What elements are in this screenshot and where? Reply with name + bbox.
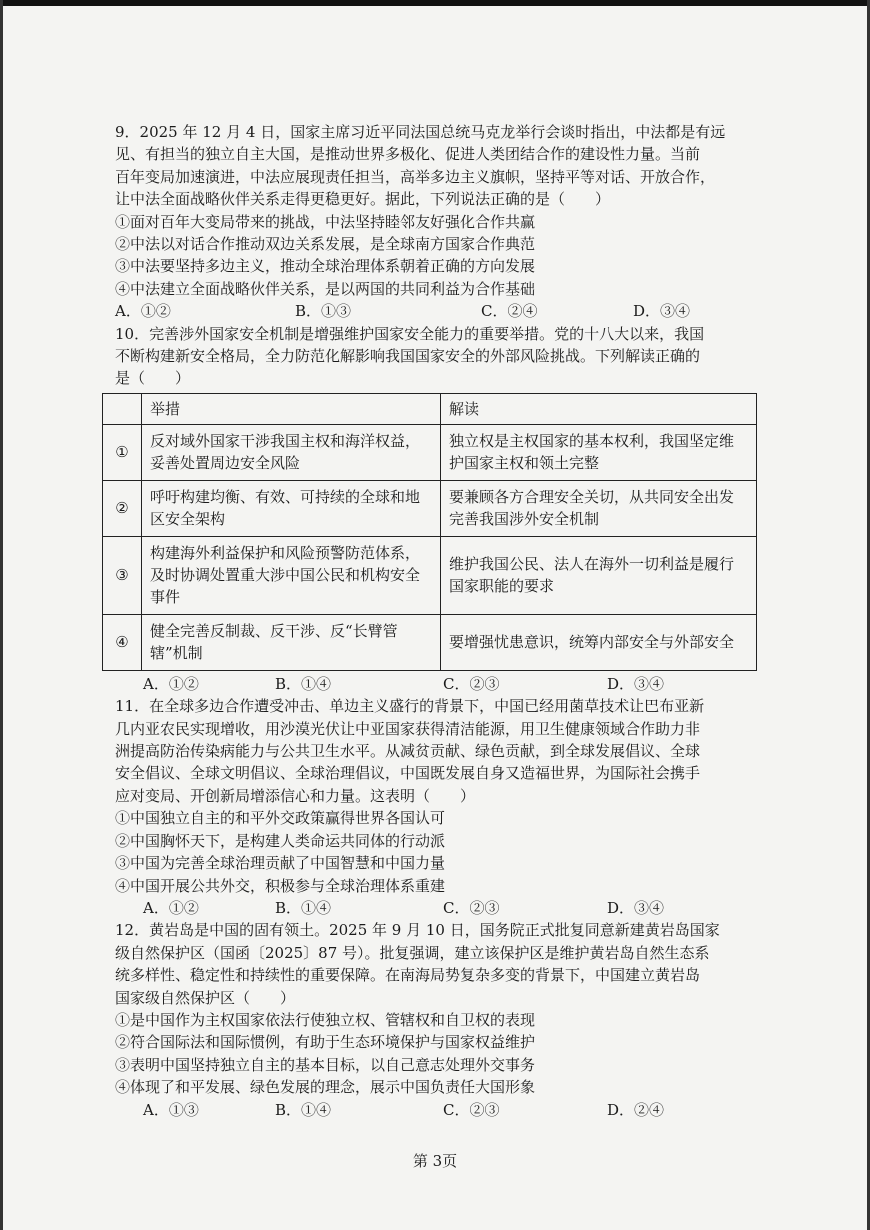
question-12-stem xyxy=(115,919,775,1009)
question-11-stem xyxy=(115,695,775,807)
question-11-options xyxy=(115,897,775,919)
page-number: 第 3页 xyxy=(412,1152,458,1170)
table-header-cell xyxy=(103,393,142,424)
option-a[interactable]: A．①② xyxy=(143,898,199,917)
question-10 xyxy=(115,323,775,696)
reading-cell: 要增强忧患意识，统筹内部安全与外部安全 xyxy=(441,614,757,670)
stem-line: 洲提高防治传染病能力与公共卫生水平。从减贫贡献、绿色贡献，到全球发展倡议、全球 xyxy=(115,742,701,761)
table-row xyxy=(103,480,757,536)
row-number: ④ xyxy=(103,614,142,670)
question-9 xyxy=(115,121,775,323)
stem-line: 10．完善涉外国家安全机制是增强维护国家安全能力的重要举措。党的十八大以来，我国 xyxy=(115,324,705,343)
table-row xyxy=(103,424,757,480)
question-11 xyxy=(115,695,775,919)
measure-cell: 健全完善反制裁、反干涉、反“长臂管辖”机制 xyxy=(142,614,441,670)
option-c[interactable]: C．②③ xyxy=(443,1100,500,1119)
option-b[interactable]: B．①④ xyxy=(275,1100,332,1119)
statement-2: ②中国胸怀天下，是构建人类命运共同体的行动派 xyxy=(115,831,446,850)
table-row xyxy=(103,536,757,614)
page-edge-left xyxy=(0,0,3,1230)
stem-line: 安全倡议、全球文明倡议、全球治理倡议，中国既发展自身又造福世界，为国际社会携手 xyxy=(115,764,701,783)
stem-line: 9．2025 年 12 月 4 日，国家主席习近平同法国总统马克龙举行会谈时指出，中法都是有远 xyxy=(115,123,726,141)
option-a[interactable]: A．①② xyxy=(115,302,171,321)
stem-line: 级自然保护区（国函〔2025〕87 号）。批复强调，建立该保护区是维护黄岩岛自然生态系 xyxy=(115,943,710,962)
stem-line: 让中法全面战略伙伴关系走得更稳更好。据此，下列说法正确的是（ ） xyxy=(115,190,611,209)
measure-cell: 反对域外国家干涉我国主权和海洋权益，妥善处置周边安全风险 xyxy=(142,424,441,480)
statement-4: ④中国开展公共外交，积极参与全球治理体系重建 xyxy=(115,876,446,895)
table-row xyxy=(103,614,757,670)
option-b[interactable]: B．①④ xyxy=(275,674,332,693)
option-b[interactable]: B．①③ xyxy=(295,302,352,321)
row-number: ② xyxy=(103,480,142,536)
option-d[interactable]: D．③④ xyxy=(633,302,691,321)
stem-line: 见、有担当的独立自主大国，是推动世界多极化、促进人类团结合作的建设性力量。当前 xyxy=(115,145,701,164)
stem-line: 12．黄岩岛是中国的固有领土。2025 年 9 月 10 日，国务院正式批复同意新建黄岩岛国家 xyxy=(115,921,720,940)
statement-2: ②符合国际法和国际惯例，有助于生态环境保护与国家权益维护 xyxy=(115,1033,536,1052)
question-9-stem xyxy=(115,121,775,211)
row-number: ③ xyxy=(103,536,142,614)
statement-2: ②中法以对话合作推动双边关系发展，是全球南方国家合作典范 xyxy=(115,235,536,254)
measure-cell: 呼吁构建均衡、有效、可持续的全球和地区安全架构 xyxy=(142,480,441,536)
statement-3: ③中国为完善全球治理贡献了中国智慧和中国力量 xyxy=(115,854,446,873)
question-10-stem xyxy=(115,323,775,390)
question-12-options xyxy=(115,1099,775,1121)
statement-4: ④体现了和平发展、绿色发展的理念，展示中国负责任大国形象 xyxy=(115,1078,536,1097)
reading-cell: 独立权是主权国家的基本权利，我国坚定维护国家主权和领土完整 xyxy=(441,424,757,480)
question-10-options xyxy=(115,673,775,695)
table-header-row xyxy=(103,393,757,424)
option-d[interactable]: D．③④ xyxy=(607,674,665,693)
reading-cell: 维护我国公民、法人在海外一切利益是履行国家职能的要求 xyxy=(441,536,757,614)
question-9-options xyxy=(115,300,775,322)
exam-content xyxy=(115,121,775,1121)
statement-3: ③中法要坚持多边主义，推动全球治理体系朝着正确的方向发展 xyxy=(115,257,536,276)
stem-line: 统多样性、稳定性和持续性的重要保障。在南海局势复杂多变的背景下，中国建立黄岩岛 xyxy=(115,966,701,985)
stem-line: 国家级自然保护区（ ） xyxy=(115,988,296,1007)
statement-1: ①中国独立自主的和平外交政策赢得世界各国认可 xyxy=(115,809,446,828)
row-number: ① xyxy=(103,424,142,480)
option-c[interactable]: C．②④ xyxy=(481,302,538,321)
table-header-cell: 解读 xyxy=(441,393,757,424)
option-c[interactable]: C．②③ xyxy=(443,674,500,693)
option-b[interactable]: B．①④ xyxy=(275,898,332,917)
option-d[interactable]: D．②④ xyxy=(607,1100,665,1119)
option-c[interactable]: C．②③ xyxy=(443,898,500,917)
stem-line: 几内亚农民实现增收，用沙漠光伏让中亚国家获得清洁能源，用卫生健康领域合作助力非 xyxy=(115,719,701,738)
option-d[interactable]: D．③④ xyxy=(607,898,665,917)
stem-line: 不断构建新安全格局，全力防范化解影响我国国家安全的外部风险挑战。下列解读正确的 xyxy=(115,347,701,366)
page-edge-top xyxy=(0,0,870,6)
table-header-cell: 举措 xyxy=(142,393,441,424)
option-a[interactable]: A．①③ xyxy=(143,1100,199,1119)
statement-4: ④中法建立全面战略伙伴关系，是以两国的共同利益为合作基础 xyxy=(115,279,536,298)
stem-line: 11．在全球多边合作遭受冲击、单边主义盛行的背景下，中国已经用菌草技术让巴布亚新 xyxy=(115,697,705,716)
reading-cell: 要兼顾各方合理安全关切，从共同安全出发完善我国涉外安全机制 xyxy=(441,480,757,536)
question-12 xyxy=(115,919,775,1121)
stem-line: 是（ ） xyxy=(115,369,191,388)
stem-line: 应对变局、开创新局增添信心和力量。这表明（ ） xyxy=(115,786,476,805)
measure-cell: 构建海外利益保护和风险预警防范体系，及时协调处置重大涉中国公民和机构安全事件 xyxy=(142,536,441,614)
statement-1: ①面对百年大变局带来的挑战，中法坚持睦邻友好强化合作共赢 xyxy=(115,212,536,231)
option-a[interactable]: A．①② xyxy=(143,674,199,693)
measures-table xyxy=(102,393,757,671)
stem-line: 百年变局加速演进，中法应展现责任担当，高举多边主义旗帜，坚持平等对话、开放合作， xyxy=(115,167,716,186)
statement-3: ③表明中国坚持独立自主的基本目标，以自己意志处理外交事务 xyxy=(115,1055,536,1074)
statement-1: ①是中国作为主权国家依法行使独立权、管辖权和自卫权的表现 xyxy=(115,1010,536,1029)
